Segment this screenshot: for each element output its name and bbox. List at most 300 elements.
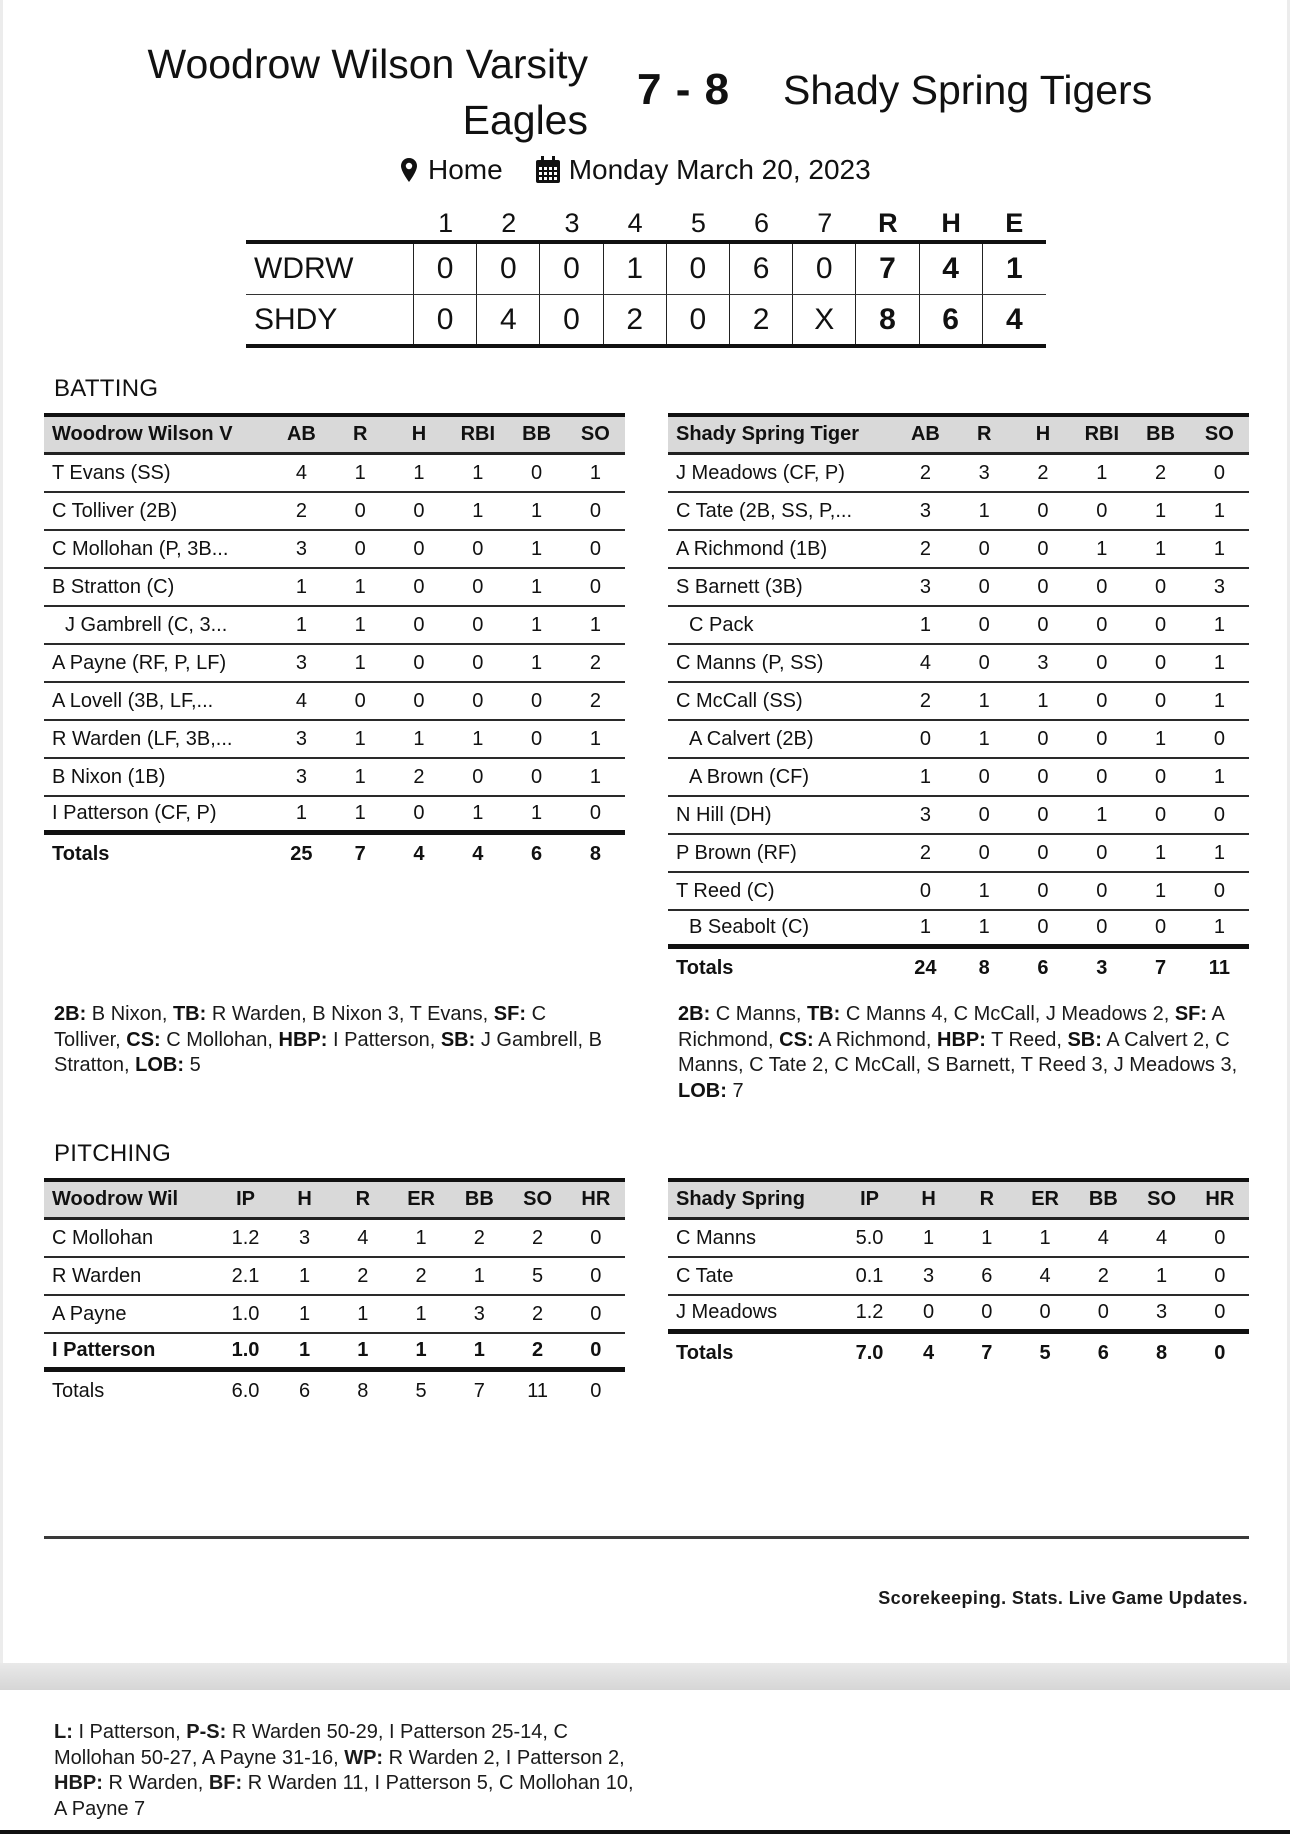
player-row <box>44 1334 625 1372</box>
away-pitching-table <box>668 1178 1249 1372</box>
stat-value: 5.0 <box>855 1226 884 1249</box>
stat-value: 1 <box>299 1339 311 1361</box>
runs-total: 8 <box>856 295 919 344</box>
inning-score: X <box>793 295 856 344</box>
stat-value: 1 <box>1213 916 1225 938</box>
player-name: B Seabolt (C) <box>689 916 810 938</box>
stat-value: 1 <box>299 1302 311 1325</box>
stat-column-header: BB <box>1146 423 1176 445</box>
stat-value: 1 <box>981 1226 993 1249</box>
stat-value: 2 <box>1097 1264 1109 1287</box>
stat-value: 4 <box>1097 1226 1109 1249</box>
player-name: B Stratton (C) <box>52 575 175 598</box>
stat-value: 2 <box>532 1302 544 1325</box>
player-row <box>668 455 1249 493</box>
stat-value: 0 <box>1037 916 1049 938</box>
stat-value: 0 <box>1037 613 1049 636</box>
totals-label: Totals <box>52 1379 105 1402</box>
stat-value: 0 <box>1037 499 1049 522</box>
home-pitching-table <box>44 1178 625 1410</box>
linescore-row <box>246 244 1046 294</box>
stat-value: 0 <box>472 613 484 636</box>
player-name: C McCall (SS) <box>676 689 803 712</box>
note-key: TB: <box>172 1003 207 1025</box>
note-value: C Mollohan, <box>160 1028 279 1051</box>
stat-value: 1 <box>531 613 543 636</box>
linescore-body <box>246 240 1046 348</box>
player-name: A Richmond (1B) <box>676 537 828 560</box>
player-row <box>44 683 625 721</box>
stat-value: 1 <box>354 613 366 636</box>
stat-value: 0 <box>1213 879 1225 902</box>
player-name: A Payne (RF, P, LF) <box>52 651 227 674</box>
stat-value: 0 <box>472 537 484 560</box>
stat-value: 0 <box>413 499 425 522</box>
player-row <box>44 645 625 683</box>
stat-value: 2.1 <box>231 1264 260 1287</box>
stat-value: 0 <box>413 613 425 636</box>
inning-score: 2 <box>730 295 793 344</box>
stat-column-header: IP <box>860 1188 879 1210</box>
game-date: Monday March 20, 2023 <box>568 154 871 185</box>
note-value: J Gambrell, B Stratton, <box>54 1028 602 1076</box>
stat-value: 3 <box>978 461 990 484</box>
totals-value: 0 <box>590 1379 602 1402</box>
stat-value: 0 <box>472 575 484 598</box>
stat-value: 1 <box>1155 537 1167 560</box>
stat-column-header: SO <box>523 1188 553 1210</box>
stat-value: 0 <box>1037 727 1049 750</box>
player-name: A Lovell (3B, LF,... <box>52 689 214 712</box>
stat-value: 0 <box>1096 499 1108 522</box>
stat-value: 0 <box>531 727 543 750</box>
stat-value: 0 <box>354 689 366 712</box>
player-row <box>668 683 1249 721</box>
player-row <box>668 493 1249 531</box>
player-row <box>668 721 1249 759</box>
stat-value: 1 <box>413 727 425 750</box>
totals-row <box>44 1372 625 1410</box>
stat-value: 1 <box>531 802 543 824</box>
stat-value: 0 <box>1155 689 1167 712</box>
player-row <box>44 721 625 759</box>
note-value: C Manns 4, C McCall, J Meadows 2, <box>840 1003 1175 1025</box>
note-value: R Warden 50-29, I Patterson 25-14, C Mollohan 50-27, A Payne 31-16, <box>54 1721 568 1769</box>
stat-value: 1 <box>295 802 307 824</box>
player-name: J Meadows <box>676 1301 778 1323</box>
totals-value: 7 <box>1155 956 1167 979</box>
stat-value: 0 <box>1155 765 1167 788</box>
stat-value: 0 <box>978 765 990 788</box>
stat-value: 0 <box>531 765 543 788</box>
player-row <box>668 531 1249 569</box>
player-name: T Reed (C) <box>676 879 775 902</box>
stat-value: 0 <box>1155 651 1167 674</box>
table-header-row <box>668 413 1249 455</box>
note-value: R Warden, B Nixon 3, T Evans, <box>206 1003 494 1025</box>
stat-column-header: RBI <box>460 423 496 445</box>
stat-value: 1 <box>1096 461 1108 484</box>
stat-value: 0 <box>1155 575 1167 598</box>
player-name: S Barnett (3B) <box>676 575 803 598</box>
pitching-section-label: PITCHING <box>54 1140 172 1167</box>
stat-value: 0 <box>919 879 931 902</box>
stat-value: 1 <box>919 765 931 788</box>
batting-section-label: BATTING <box>54 375 159 402</box>
note-value: R Warden, <box>102 1772 209 1794</box>
note-key: HBP: <box>937 1028 986 1051</box>
stat-value: 2 <box>919 689 931 712</box>
player-name: P Brown (RF) <box>676 841 797 864</box>
stat-value: 0 <box>413 651 425 674</box>
stat-value: 1 <box>1213 651 1225 674</box>
player-row <box>44 531 625 569</box>
player-row <box>44 455 625 493</box>
stat-column-header: SO <box>1147 1188 1177 1210</box>
player-name: I Patterson (CF, P) <box>52 802 217 824</box>
stat-value: 0 <box>472 765 484 788</box>
stat-value: 1 <box>472 727 484 750</box>
note-key: LOB: <box>135 1054 185 1076</box>
stat-column-header: R <box>352 423 368 445</box>
stat-value: 1.2 <box>855 1301 884 1323</box>
stat-value: 0 <box>1096 613 1108 636</box>
note-value: C Tolliver, <box>54 1003 547 1051</box>
inning-header: 7 <box>817 208 833 238</box>
stat-value: 3 <box>919 499 931 522</box>
note-value: 7 <box>726 1079 744 1102</box>
stat-value: 0 <box>978 613 990 636</box>
totals-value: 5 <box>415 1379 427 1402</box>
totals-value: 7.0 <box>855 1341 884 1364</box>
inning-score: 0 <box>477 244 540 294</box>
player-name: A Payne <box>52 1302 127 1325</box>
totals-value: 7 <box>981 1341 993 1364</box>
home-team-name: Woodrow Wilson Varsity Eagles <box>147 41 588 143</box>
stat-value: 0 <box>1214 1264 1226 1287</box>
stat-value: 1 <box>354 802 366 824</box>
note-key: SF: <box>493 1003 527 1025</box>
totals-value: 8 <box>978 956 990 979</box>
stat-column-header: HR <box>581 1188 611 1210</box>
stat-column-header: BB <box>522 423 552 445</box>
inning-header: 1 <box>438 208 454 238</box>
stat-value: 2 <box>589 651 601 674</box>
team-column-header: Shady Spring <box>676 1188 805 1210</box>
stat-value: 3 <box>1156 1301 1168 1323</box>
page-edge <box>0 0 3 1663</box>
player-row <box>668 569 1249 607</box>
stat-value: 1 <box>413 461 425 484</box>
game-meta <box>400 152 871 188</box>
player-name: N Hill (DH) <box>676 803 772 826</box>
stat-value: 0 <box>354 499 366 522</box>
stat-value: 0 <box>919 727 931 750</box>
stat-value: 1 <box>1213 689 1225 712</box>
stat-value: 0 <box>923 1301 935 1323</box>
stat-value: 1 <box>531 651 543 674</box>
table-header-row <box>44 413 625 455</box>
inning-score: 4 <box>477 295 540 344</box>
stat-value: 1 <box>415 1226 427 1249</box>
stat-column-header: AB <box>286 423 316 445</box>
errors-header: E <box>1005 208 1024 238</box>
stat-column-header: H <box>1035 423 1051 445</box>
player-name: C Tolliver (2B) <box>52 499 178 522</box>
player-name: C Manns <box>676 1226 757 1249</box>
player-row <box>668 1296 1249 1334</box>
totals-label: Totals <box>676 1341 734 1364</box>
inning-header: 5 <box>690 208 706 238</box>
stat-value: 1 <box>589 765 601 788</box>
linescore-row <box>246 294 1046 344</box>
stat-value: 0 <box>1214 1301 1226 1323</box>
stat-value: 3 <box>299 1226 311 1249</box>
note-value: I Patterson, <box>327 1028 441 1051</box>
stat-value: 1 <box>295 613 307 636</box>
stat-value: 0 <box>590 1339 602 1361</box>
stat-value: 4 <box>295 689 307 712</box>
player-name: J Gambrell (C, 3... <box>65 613 228 636</box>
stat-value: 0 <box>978 651 990 674</box>
stat-value: 1 <box>1039 1226 1051 1249</box>
note-key: SB: <box>1067 1028 1102 1051</box>
home-batting-table <box>44 413 625 873</box>
player-row <box>44 1258 625 1296</box>
runs-total: 7 <box>856 244 919 294</box>
stat-column-header: H <box>921 1188 936 1210</box>
player-name: R Warden (LF, 3B,... <box>52 727 233 750</box>
stat-value: 1.2 <box>231 1226 260 1249</box>
stat-value: 3 <box>919 575 931 598</box>
stat-value: 1 <box>1155 727 1167 750</box>
stat-value: 1 <box>415 1302 427 1325</box>
stat-column-header: BB <box>1088 1188 1118 1210</box>
away-team-name: Shady Spring Tigers <box>783 67 1153 113</box>
stat-value: 3 <box>1037 651 1049 674</box>
note-value: C Manns, <box>710 1003 807 1025</box>
inning-score: 6 <box>730 244 793 294</box>
stat-value: 4 <box>1156 1226 1168 1249</box>
note-value: R Warden 11, I Patterson 5, C Mollohan 10, A Payne 7 <box>54 1772 634 1820</box>
stat-value: 1 <box>1213 537 1225 560</box>
stat-column-header: H <box>411 423 427 445</box>
inning-score: 0 <box>667 295 730 344</box>
note-value: I Patterson, <box>72 1721 187 1743</box>
stat-value: 0 <box>978 841 990 864</box>
totals-value: 11 <box>527 1379 548 1402</box>
stat-value: 1 <box>354 727 366 750</box>
player-row <box>668 1258 1249 1296</box>
totals-value: 0 <box>1214 1341 1226 1364</box>
player-name: I Patterson <box>52 1339 156 1361</box>
stat-value: 1 <box>1037 689 1049 712</box>
stat-column-header: H <box>297 1188 312 1210</box>
stat-value: 0 <box>531 689 543 712</box>
stat-value: 0 <box>1039 1301 1051 1323</box>
player-row <box>668 759 1249 797</box>
stat-value: 0 <box>590 1226 602 1249</box>
totals-value: 3 <box>1096 956 1108 979</box>
stat-value: 3 <box>923 1264 935 1287</box>
stat-value: 1 <box>472 802 484 824</box>
player-name: J Meadows (CF, P) <box>676 461 845 484</box>
inning-score: 0 <box>667 244 730 294</box>
stat-value: 1 <box>354 575 366 598</box>
note-key: SB: <box>440 1028 476 1051</box>
stat-value: 0 <box>1213 803 1225 826</box>
player-name: C Tate <box>676 1264 734 1287</box>
calendar-icon <box>535 156 561 184</box>
stat-value: 4 <box>919 651 931 674</box>
stat-value: 1.0 <box>231 1339 260 1361</box>
stat-value: 0 <box>1037 765 1049 788</box>
stat-value: 0 <box>1155 916 1167 938</box>
stat-value: 4 <box>295 461 307 484</box>
stat-column-header: SO <box>580 423 610 445</box>
totals-value: 4 <box>472 842 484 865</box>
stat-value: 1 <box>473 1264 485 1287</box>
stat-value: 0 <box>1096 727 1108 750</box>
stat-value: 0 <box>589 575 601 598</box>
stat-value: 3 <box>295 727 307 750</box>
stat-value: 0 <box>981 1301 993 1323</box>
note-key: 2B: <box>678 1003 711 1025</box>
stat-value: 1 <box>354 765 366 788</box>
player-row <box>668 1220 1249 1258</box>
stat-value: 6 <box>981 1264 993 1287</box>
stat-value: 1 <box>531 575 543 598</box>
totals-value: 4 <box>923 1341 935 1364</box>
stat-value: 1 <box>357 1302 369 1325</box>
stat-value: 2 <box>919 537 931 560</box>
stat-value: 1 <box>589 727 601 750</box>
stat-value: 0 <box>1096 575 1108 598</box>
stat-value: 0 <box>472 689 484 712</box>
stat-column-header: R <box>355 1188 371 1210</box>
totals-value: 6 <box>1097 1341 1109 1364</box>
totals-value: 25 <box>290 842 313 865</box>
totals-value: 8 <box>589 842 601 865</box>
footer-tagline: Scorekeeping. Stats. Live Game Updates. <box>878 1588 1248 1608</box>
note-key: LOB: <box>678 1079 727 1102</box>
note-value: A Richmond, <box>678 1003 1224 1051</box>
totals-value: 8 <box>1156 1341 1168 1364</box>
linescore-team-abbr: SHDY <box>246 295 414 344</box>
linescore-header <box>246 204 1046 240</box>
stat-value: 1 <box>978 727 990 750</box>
note-key: L: <box>54 1721 73 1743</box>
inning-score: 2 <box>604 295 667 344</box>
player-name: T Evans (SS) <box>52 461 171 484</box>
stat-value: 1 <box>923 1226 935 1249</box>
player-row <box>44 797 625 835</box>
stat-value: 1 <box>978 689 990 712</box>
stat-value: 3 <box>919 803 931 826</box>
stat-value: 0 <box>1096 841 1108 864</box>
stat-value: 5 <box>532 1264 544 1287</box>
stat-value: 0 <box>1037 879 1049 902</box>
errors-total: 1 <box>1005 252 1023 285</box>
totals-value: 5 <box>1039 1341 1051 1364</box>
stat-value: 1 <box>1156 1264 1168 1287</box>
stat-value: 0 <box>1096 689 1108 712</box>
note-key: TB: <box>806 1003 841 1025</box>
player-name: C Manns (P, SS) <box>676 651 824 674</box>
stat-value: 1 <box>299 1264 311 1287</box>
stat-value: 0 <box>1037 537 1049 560</box>
hits-header: H <box>941 208 961 238</box>
away-batting-notes <box>678 1002 1253 1104</box>
totals-row <box>44 835 625 873</box>
stat-value: 1 <box>295 575 307 598</box>
home-batting-notes <box>54 1002 614 1079</box>
player-name: A Calvert (2B) <box>689 727 814 750</box>
stat-column-header: R <box>976 423 992 445</box>
stat-value: 0 <box>1213 727 1225 750</box>
stat-value: 1 <box>589 461 601 484</box>
errors-total: 4 <box>1005 303 1023 336</box>
team-column-header: Woodrow Wil <box>52 1188 179 1210</box>
totals-value: 24 <box>914 956 937 979</box>
player-row <box>44 1296 625 1334</box>
stat-value: 0 <box>978 575 990 598</box>
page-break-band <box>0 1663 1290 1690</box>
stat-column-header: ER <box>407 1188 435 1210</box>
note-value: R Warden 2, I Patterson 2, <box>383 1746 625 1769</box>
stat-value: 1 <box>978 916 990 938</box>
stat-value: 0 <box>978 803 990 826</box>
stat-value: 3 <box>295 765 307 788</box>
note-value: 5 <box>184 1054 201 1076</box>
stat-value: 2 <box>295 499 307 522</box>
stat-value: 2 <box>415 1264 427 1287</box>
stat-value: 0 <box>1213 461 1225 484</box>
stat-value: 1 <box>531 537 543 560</box>
stat-value: 1 <box>1096 803 1108 826</box>
inning-score: 1 <box>604 244 667 294</box>
stat-value: 0 <box>1096 765 1108 788</box>
stat-value: 0 <box>589 802 601 824</box>
stat-column-header: AB <box>910 423 940 445</box>
stat-column-header: RBI <box>1084 423 1120 445</box>
player-row <box>668 645 1249 683</box>
away-batting-table <box>668 413 1249 987</box>
stat-column-header: R <box>979 1188 995 1210</box>
stat-value: 4 <box>1039 1264 1051 1287</box>
stat-value: 1.0 <box>231 1302 260 1325</box>
stat-value: 0 <box>413 575 425 598</box>
player-name: C Tate (2B, SS, P,... <box>676 499 853 522</box>
stat-value: 3 <box>295 651 307 674</box>
inning-header: 2 <box>501 208 517 238</box>
stat-value: 1 <box>978 879 990 902</box>
stat-value: 0 <box>531 461 543 484</box>
note-key: BF: <box>208 1772 243 1794</box>
stat-value: 1 <box>354 651 366 674</box>
stat-value: 1 <box>1213 765 1225 788</box>
stat-value: 0 <box>413 689 425 712</box>
stat-value: 0 <box>590 1302 602 1325</box>
totals-value: 4 <box>413 842 425 865</box>
totals-value: 6 <box>299 1379 311 1402</box>
linescore-team-abbr: WDRW <box>246 244 414 294</box>
totals-label: Totals <box>676 956 734 979</box>
stat-value: 2 <box>532 1226 544 1249</box>
stat-value: 1 <box>472 499 484 522</box>
player-name: B Nixon (1B) <box>52 765 166 788</box>
note-value: B Nixon, <box>86 1003 173 1025</box>
